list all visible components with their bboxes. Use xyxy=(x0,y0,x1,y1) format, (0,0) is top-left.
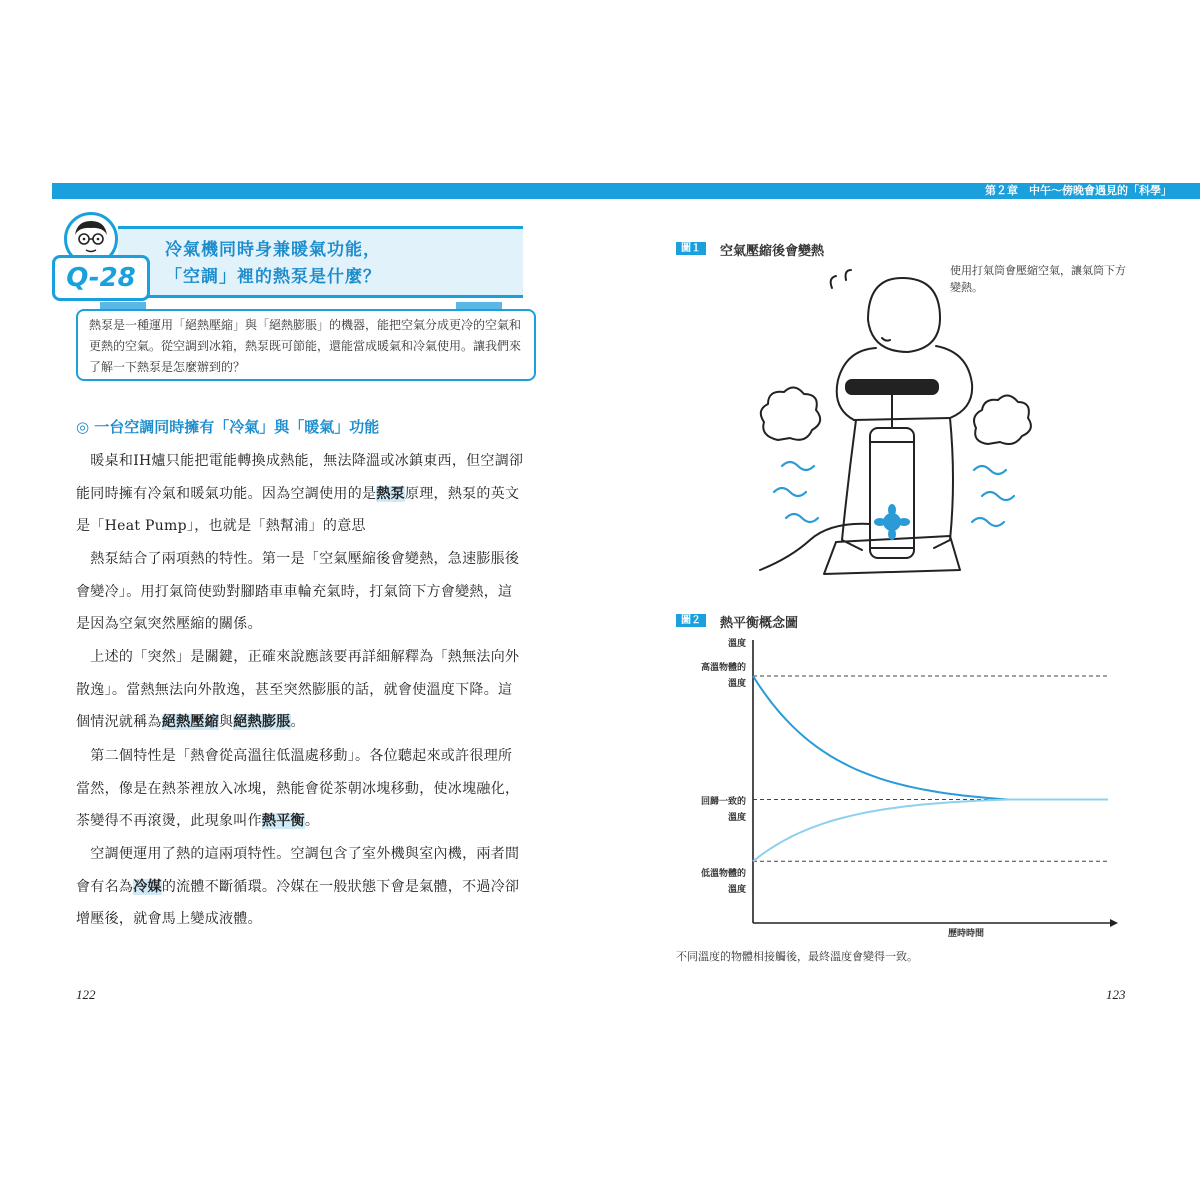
marker-text: 低溫物體的 xyxy=(700,869,746,879)
section-heading: ◎ 一台空調同時擁有「冷氣」與「暖氣」功能 xyxy=(76,418,380,436)
text-run: 暖桌和IH爐只能把電能轉換成熱能，無法降溫或冰鎮東西，但空調卻能同時擁有冷氣和暖氣功能。因為空調使用的是 xyxy=(76,453,524,502)
marker-text: 溫度 xyxy=(727,813,746,823)
figure2-caption: 不同溫度的物體相接觸後，最終溫度會變得一致。 xyxy=(676,950,918,963)
hot-object-curve xyxy=(753,676,1108,800)
keyword-highlight: 絕熱壓縮 xyxy=(161,714,220,731)
chart-marker-equal-label xyxy=(676,794,746,826)
body-paragraph-3 xyxy=(76,641,526,739)
chart-xlabel: 歷時時間 xyxy=(947,929,984,939)
figure1-tag: 圖１ xyxy=(676,242,706,255)
figure1-note: 使用打氣筒會壓縮空氣，讓氣筒下方變熱。 xyxy=(950,264,1126,294)
text-run: 上述的「突然」是關鍵，正確來說應該要再詳細解釋為「熱無法向外散逸」。當熱無法向外散逸，甚至突然膨脹的話，就會使溫度下降。這個情況就稱為 xyxy=(76,649,520,731)
keyword-highlight: 冷媒 xyxy=(133,878,162,895)
question-title-line2: 「空調」裡的熱泵是什麼？ xyxy=(165,267,381,287)
summary-box: 熱泵是一種運用「絕熱壓縮」與「絕熱膨脹」的機器，能把空氣分成更冷的空氣和更熱的空氣。從空調到冰箱，熱泵既可節能，還能當成暖氣和冷氣使用。讓我們來了解一下熱泵是怎麼辦到的？ xyxy=(76,309,536,381)
figure2-tag: 圖２ xyxy=(676,614,706,627)
text-run: 與 xyxy=(219,714,234,731)
text-run: 。 xyxy=(290,714,305,731)
x-axis-arrow xyxy=(1110,919,1118,927)
body-paragraph-5 xyxy=(76,838,526,936)
question-title-line1: 冷氣機同時身兼暖氣功能， xyxy=(165,240,381,260)
question-number-badge: Q-28 xyxy=(52,255,150,301)
text-run: 的流體不斷循環。冷媒在一般狀態下會是氣體，不過冷卻增壓後，就會馬上變成液體。 xyxy=(76,878,520,928)
text-run: 空調便運用了熱的這兩項特性。空調包含了室外機與室內機，兩者間會有名為 xyxy=(76,846,520,895)
pump-illustration xyxy=(750,260,1050,580)
body-paragraph-2: 熱泵結合了兩項熱的特性。第一是「空氣壓縮後會變熱，急速膨脹後會變冷」。用打氣筒使勁對腳踏車車輪充氣時，打氣筒下方會變熱，這是因為空氣突然壓縮的關係。 xyxy=(76,551,520,633)
marker-text: 溫度 xyxy=(727,679,746,689)
body-paragraph-1 xyxy=(76,445,526,543)
marker-text: 高溫物體的 xyxy=(700,663,746,673)
marker-text: 溫度 xyxy=(727,885,746,895)
keyword-highlight: 熱平衡 xyxy=(261,813,305,830)
figure2-title: 熱平衡概念圖 xyxy=(720,616,799,631)
thermal-equilibrium-chart xyxy=(740,640,1130,930)
marker-text: 回歸一致的 xyxy=(700,797,746,807)
keyword-highlight: 絕熱膨脹 xyxy=(233,714,291,731)
figure1-title: 空氣壓縮後會變熱 xyxy=(720,244,825,259)
text-run: 。 xyxy=(304,813,320,830)
chart-marker-cold-label xyxy=(676,866,746,898)
page-number-right: 123 xyxy=(1106,987,1126,1002)
body-paragraph-4 xyxy=(76,740,526,838)
chapter-title: 第２章 中午～傍晚會遇見的「科學」 xyxy=(985,184,1172,197)
text-run: 原理，熱泵的英文是「Heat Pump」，也就是「熱幫浦」的意思 xyxy=(76,485,520,535)
text-run: 第二個特性是「熱會從高溫往低溫處移動」。各位聽起來或許很理所當然，像是在熱茶裡放入冰塊，熱能會從茶朝冰塊移動，使冰塊融化，茶變得不再滾燙，此現象叫作 xyxy=(76,748,520,830)
cold-object-curve xyxy=(753,800,1108,862)
chart-marker-hot-label xyxy=(676,660,746,692)
chart-ylabel: 溫度 xyxy=(727,639,746,649)
keyword-highlight: 熱泵 xyxy=(376,485,405,502)
page-number-left: 122 xyxy=(76,987,96,1002)
